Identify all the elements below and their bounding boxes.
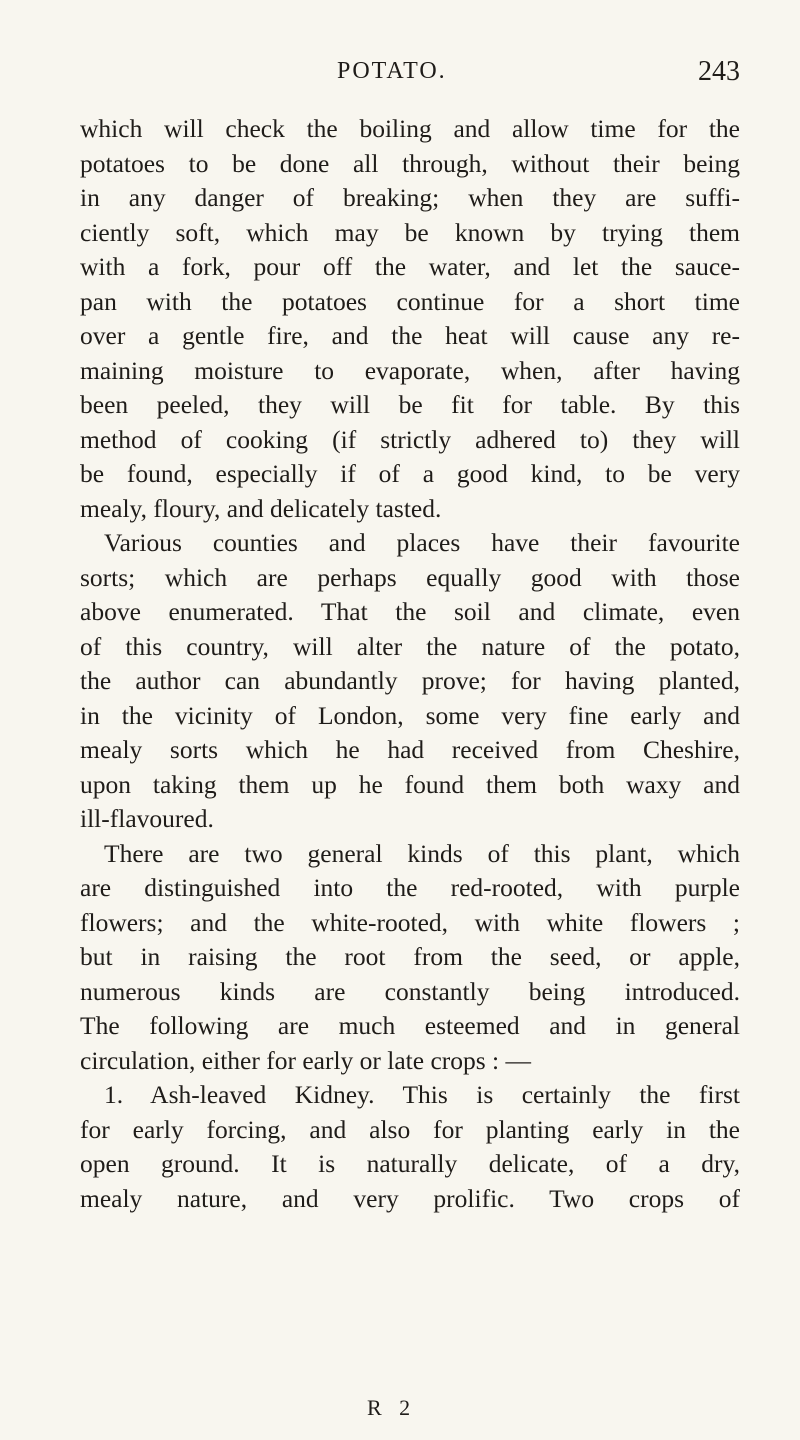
text-line: in the vicinity of London, some very fine early and xyxy=(80,700,740,730)
text-line: for early forcing, and also for planting early in the xyxy=(80,1114,740,1144)
text-line: be found, especially if of a good kind, to be very xyxy=(80,459,740,488)
text-line: potatoes to be done all through, without their being xyxy=(80,148,740,178)
text-line: pan with the potatoes continue for a short time xyxy=(80,286,740,316)
text-line: Various counties and places have their favourite xyxy=(104,528,740,557)
text-line: mealy, floury, and delicately tasted. xyxy=(80,493,442,523)
text-line: open ground. It is naturally delicate, of a dry, xyxy=(80,1149,740,1178)
text-line: been peeled, they will be fit for table. By this xyxy=(80,390,740,419)
text-line: which will check the boiling and allow time for the xyxy=(80,114,740,143)
page-header xyxy=(80,52,740,92)
text-line: maining moisture to evaporate, when, after having xyxy=(80,355,740,385)
text-line: of this country, will alter the nature of the potato, xyxy=(80,631,740,661)
text-line: over a gentle fire, and the heat will cause any re- xyxy=(80,321,740,350)
text-line: are distinguished into the red-rooted, with purple xyxy=(80,873,740,902)
text-line: circulation, either for early or late crops : — xyxy=(80,1045,532,1075)
text-line: with a fork, pour off the water, and let the sauce- xyxy=(80,252,740,281)
text-line: the author can abundantly prove; for having planted, xyxy=(80,666,740,695)
text-line: numerous kinds are constantly being introduced. xyxy=(80,976,740,1006)
running-title: POTATO. xyxy=(337,58,447,84)
signature-mark: R 2 xyxy=(367,1395,417,1420)
text-line: ill-flavoured. xyxy=(80,804,214,833)
text-line: upon taking them up he found them both waxy and xyxy=(80,769,740,799)
text-line: mealy sorts which he had received from Cheshire, xyxy=(80,735,740,764)
text-line: but in raising the root from the seed, or apple, xyxy=(80,942,740,971)
body-text xyxy=(80,112,740,1216)
text-line: There are two general kinds of this plant, which xyxy=(104,838,740,868)
text-line: flowers; and the white-rooted, with white flowers ; xyxy=(80,907,740,937)
text-line: method of cooking (if strictly adhered to) they will xyxy=(80,424,740,454)
text-line: sorts; which are perhaps equally good with those xyxy=(80,562,740,592)
text-line: above enumerated. That the soil and climate, even xyxy=(80,597,740,626)
text-line: mealy nature, and very prolific. Two crops of xyxy=(80,1183,740,1213)
text-line: ciently soft, which may be known by trying them xyxy=(80,217,740,247)
page-number: 243 xyxy=(698,56,740,87)
text-line: 1. Ash-leaved Kidney. This is certainly the first xyxy=(104,1080,740,1109)
text-line: in any danger of breaking; when they are suffi- xyxy=(80,183,740,212)
text-line: The following are much esteemed and in general xyxy=(80,1011,740,1040)
